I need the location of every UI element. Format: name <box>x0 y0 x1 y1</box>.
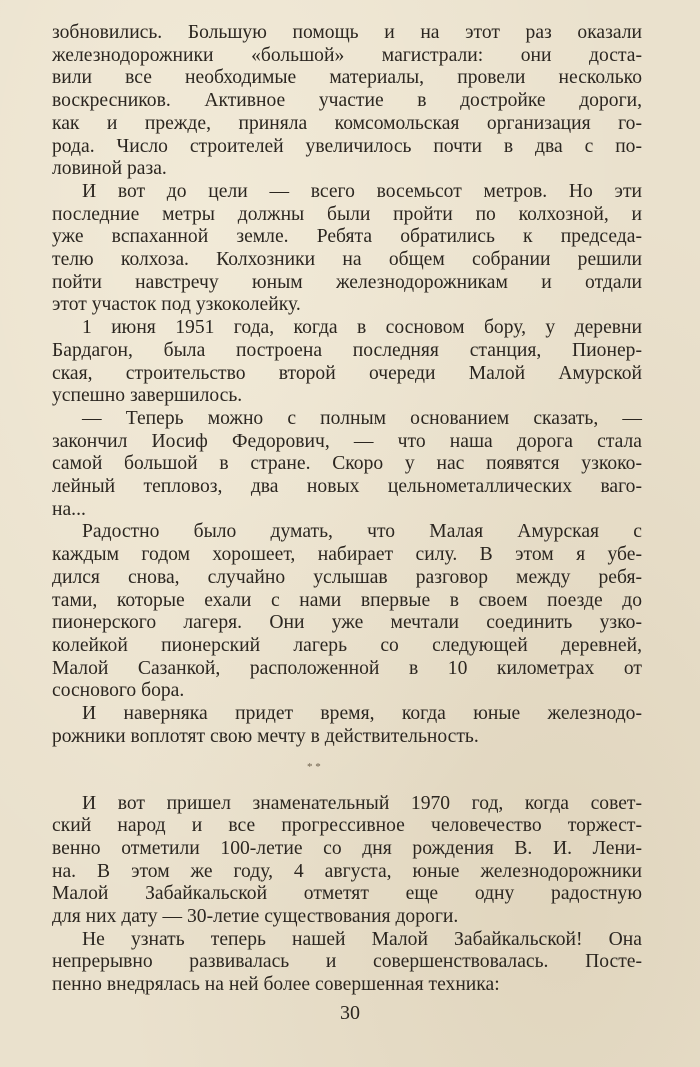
text-line: уже вспаханной земле. Ребята обратились к председа- <box>52 226 642 248</box>
paragraph <box>52 793 642 929</box>
text-line: И вот пришел знаменательный 1970 год, когда совет- <box>82 792 642 814</box>
text-line: лейный тепловоз, два новых цельнометаллических ваго- <box>52 476 642 498</box>
text-line: зобновились. Большую помощь и на этот раз оказали <box>52 22 642 43</box>
text-line: ловиной раза. <box>52 158 167 180</box>
text-line: Малой Забайкальской отметят еще одну радостную <box>52 883 642 905</box>
text-line: ская, строительство второй очереди Малой Амурской <box>52 362 642 384</box>
text-line: И вот до цели — всего восемьсот метров. Но эти <box>82 180 642 202</box>
section-separator: * * <box>307 760 321 773</box>
text-line: венно отметили 100-летие со дня рождения В. И. Лени- <box>52 837 642 859</box>
text-line: пионерского лагеря. Они уже мечтали соединить узко- <box>52 612 642 634</box>
text-line: успешно завершилось. <box>52 385 243 407</box>
text-line: И наверняка придет время, когда юные железнодо- <box>82 703 642 725</box>
page-number: 30 <box>340 1002 360 1024</box>
text-line: соснового бора. <box>52 680 185 702</box>
paragraph <box>52 181 642 317</box>
text-line: рожники воплотят свою мечту в действительность. <box>52 725 479 747</box>
text-line: на... <box>52 498 86 520</box>
text-line: закончил Иосиф Федорович, — что наша дорога стала <box>52 430 642 452</box>
text-line: самой большой в стране. Скоро у нас появятся узкоко- <box>52 453 642 475</box>
text-line: 1 июня 1951 года, когда в сосновом бору, у деревни <box>82 317 642 339</box>
text-line: непрерывно развивалась и совершенствовалась. Посте- <box>52 951 642 973</box>
paragraph <box>52 521 642 703</box>
section-break <box>52 749 642 793</box>
text-line: воскресников. Активное участие в достройке дороги, <box>52 90 642 112</box>
paragraph <box>52 22 642 181</box>
page-body-text <box>52 22 642 997</box>
text-line: вили все необходимые материалы, провели несколько <box>52 67 642 89</box>
text-line: ский народ и все прогрессивное человечество торжест- <box>52 815 642 837</box>
paragraph <box>52 703 642 748</box>
text-line: дился снова, случайно услышав разговор между ребя- <box>52 566 642 588</box>
text-line: — Теперь можно с полным основанием сказать, — <box>82 407 642 429</box>
paragraph <box>52 317 642 408</box>
text-line: на. В этом же году, 4 августа, юные железнодорожники <box>52 860 642 882</box>
text-line: каждым годом хорошеет, набирает силу. В этом я убе- <box>52 544 642 566</box>
paragraph <box>52 929 642 997</box>
text-line: пойти навстречу юным железнодорожникам и отдали <box>52 271 642 293</box>
paragraph <box>52 408 642 522</box>
text-line: как и прежде, приняла комсомольская организация го- <box>52 112 642 134</box>
text-line: Малой Сазанкой, расположенной в 10 километрах от <box>52 657 642 679</box>
text-line: Не узнать теперь нашей Малой Забайкальской! Она <box>82 928 642 950</box>
text-line: для них дату — 30-летие существования дороги. <box>52 906 459 928</box>
text-line: последние метры должны были пройти по колхозной, и <box>52 203 642 225</box>
text-line: Радостно было думать, что Малая Амурская с <box>82 521 642 543</box>
text-line: рода. Число строителей увеличилось почти в два с по- <box>52 135 642 157</box>
text-line: пенно внедрялась на ней более совершенная техника: <box>52 974 500 996</box>
text-line: железнодорожники «большой» магистрали: они доста- <box>52 44 642 66</box>
text-line: телю колхоза. Колхозники на общем собрании решили <box>52 249 642 271</box>
text-line: тами, которые ехали с нами впервые в своем поезде до <box>52 589 642 611</box>
text-line: Бардагон, была построена последняя станция, Пионер- <box>52 339 642 361</box>
text-line: этот участок под узкоколейку. <box>52 294 301 316</box>
text-line: колейкой пионерский лагерь со следующей деревней, <box>52 634 642 656</box>
